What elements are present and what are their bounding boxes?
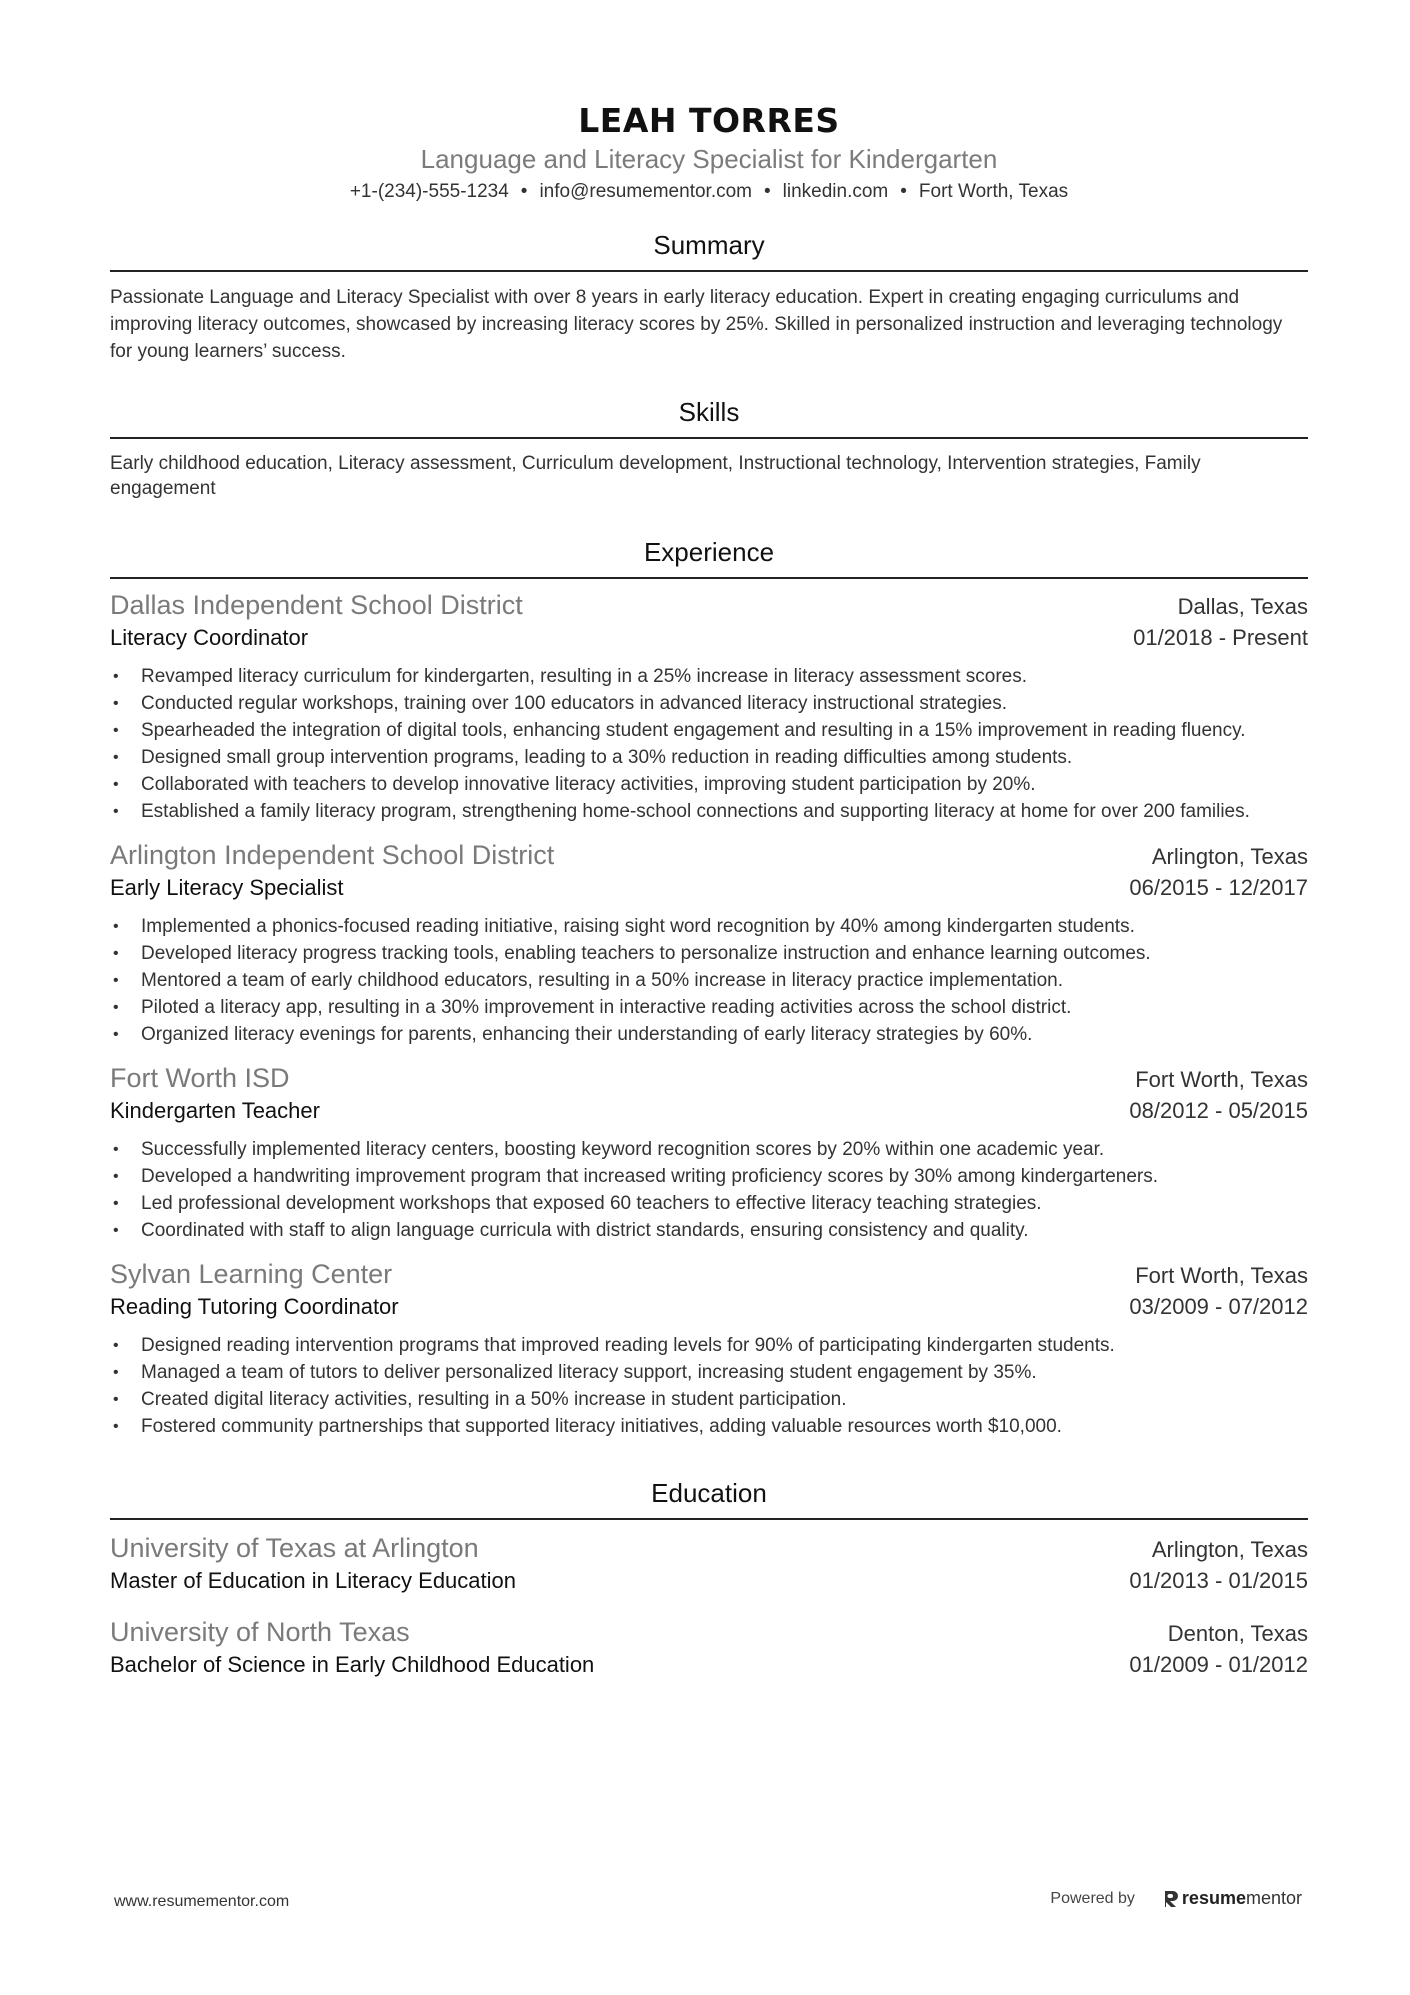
list-item: • Developed a handwriting improvement program that increased writing proficiency scores by 30% among kindergarteners. xyxy=(110,1163,1308,1190)
list-item: • Established a family literacy program, strengthening home-school connections and supporting literacy at home for over 200 families. xyxy=(110,798,1308,825)
list-item: • Collaborated with teachers to develop innovative literacy activities, improving student participation by 20%. xyxy=(110,771,1308,798)
job-title: Kindergarten Teacher xyxy=(110,1098,320,1123)
job-dates: 06/2015 - 12/2017 xyxy=(1129,875,1308,900)
education-subheader xyxy=(110,1566,1308,1596)
brand-name-light: mentor xyxy=(1245,1888,1302,1908)
list-item: • Revamped literacy curriculum for kindergarten, resulting in a 25% increase in literacy assessment scores. xyxy=(110,663,1308,690)
section-title-experience: Experience xyxy=(643,537,775,567)
job-subheader xyxy=(110,1292,1308,1322)
summary-section xyxy=(110,228,1308,365)
contact-linkedin[interactable]: linkedin.com xyxy=(782,181,889,202)
section-divider xyxy=(110,577,1308,579)
brand-name-bold: resume xyxy=(1181,1888,1246,1908)
skills-section xyxy=(110,395,1308,501)
school-name: University of Texas at Arlington xyxy=(110,1533,479,1563)
section-divider xyxy=(110,1518,1308,1520)
experience-section xyxy=(110,535,1308,1440)
section-divider xyxy=(110,270,1308,272)
contact-location: Fort Worth, Texas xyxy=(918,181,1069,202)
job-dates: 03/2009 - 07/2012 xyxy=(1129,1294,1308,1319)
list-item: • Designed reading intervention programs that improved reading levels for 90% of participating kindergarten students. xyxy=(110,1332,1308,1359)
list-item: • Developed literacy progress tracking tools, enabling teachers to personalize instruction and enhance learning outcomes. xyxy=(110,940,1308,967)
job-location: Fort Worth, Texas xyxy=(1135,1067,1308,1092)
list-item: • Managed a team of tutors to deliver personalized literacy support, increasing student engagement by 35%. xyxy=(110,1359,1308,1386)
degree-title: Master of Education in Literacy Education xyxy=(110,1568,517,1593)
list-item: • Organized literacy evenings for parents, enhancing their understanding of early literacy strategies by 60%. xyxy=(110,1021,1308,1048)
school-location: Arlington, Texas xyxy=(1151,1537,1308,1562)
education-dates: 01/2013 - 01/2015 xyxy=(1129,1568,1308,1593)
brand-logo[interactable] xyxy=(1163,1888,1302,1909)
skills-text: Early childhood education, Literacy assessment, Curriculum development, Instructional technology, Intervention strategies, Family engagement xyxy=(110,453,1201,499)
education-header xyxy=(110,1530,1308,1566)
education-section xyxy=(110,1476,1308,1680)
education-dates: 01/2009 - 01/2012 xyxy=(1129,1652,1308,1677)
job-header xyxy=(110,1256,1308,1292)
candidate-name: LEAH TORRES xyxy=(578,101,840,140)
section-divider xyxy=(110,437,1308,439)
job-entry xyxy=(110,1060,1308,1244)
summary-text: Passionate Language and Literacy Specialist with over 8 years in early literacy education. Expert in creating engaging curriculums and improving literacy outcomes, showcased by increasing literacy scores by 25%. Skilled in personalized instruction and leveraging technology for young learners’ success. xyxy=(110,287,1283,362)
job-organization: Sylvan Learning Center xyxy=(110,1259,393,1289)
contact-phone: +1-(234)-555-1234 xyxy=(349,181,509,202)
contact-line xyxy=(110,178,1308,206)
separator-dot: • xyxy=(900,181,907,202)
job-header xyxy=(110,587,1308,623)
job-subheader xyxy=(110,873,1308,903)
job-dates: 01/2018 - Present xyxy=(1133,625,1308,650)
job-title: Early Literacy Specialist xyxy=(110,875,344,900)
contact-email[interactable]: info@resumementor.com xyxy=(539,181,752,202)
list-item: • Created digital literacy activities, resulting in a 50% increase in student participation. xyxy=(110,1386,1308,1413)
job-subheader xyxy=(110,623,1308,653)
resume-page xyxy=(110,98,1308,1680)
job-entry xyxy=(110,1256,1308,1440)
job-entry xyxy=(110,837,1308,1048)
section-title-summary: Summary xyxy=(653,230,765,260)
list-item: • Fostered community partnerships that supported literacy initiatives, adding valuable resources worth $10,000. xyxy=(110,1413,1308,1440)
job-bullets xyxy=(110,663,1308,825)
school-location: Denton, Texas xyxy=(1167,1621,1308,1646)
degree-title: Bachelor of Science in Early Childhood Education xyxy=(110,1652,595,1677)
job-title: Literacy Coordinator xyxy=(110,625,309,650)
school-name: University of North Texas xyxy=(110,1617,410,1647)
candidate-headline: Language and Literacy Specialist for Kindergarten xyxy=(420,144,998,174)
list-item: • Conducted regular workshops, training over 100 educators in advanced literacy instructional strategies. xyxy=(110,690,1308,717)
list-item: • Mentored a team of early childhood educators, resulting in a 50% increase in literacy practice implementation. xyxy=(110,967,1308,994)
list-item: • Successfully implemented literacy centers, boosting keyword recognition scores by 20% within one academic year. xyxy=(110,1136,1308,1163)
section-title-education: Education xyxy=(651,1478,767,1508)
job-dates: 08/2012 - 05/2015 xyxy=(1129,1098,1308,1123)
job-bullets xyxy=(110,913,1308,1048)
job-location: Arlington, Texas xyxy=(1151,844,1308,869)
job-organization: Dallas Independent School District xyxy=(110,590,523,620)
separator-dot: • xyxy=(520,181,528,202)
list-item: • Implemented a phonics-focused reading initiative, raising sight word recognition by 40% among kindergarten students. xyxy=(110,913,1308,940)
job-bullets xyxy=(110,1136,1308,1244)
list-item: • Designed small group intervention programs, leading to a 30% reduction in reading difficulties among students. xyxy=(110,744,1308,771)
job-location: Dallas, Texas xyxy=(1177,594,1308,619)
list-item: • Piloted a literacy app, resulting in a 30% improvement in interactive reading activities across the school district. xyxy=(110,994,1308,1021)
job-location: Fort Worth, Texas xyxy=(1135,1263,1308,1288)
resumementor-logo-icon xyxy=(1163,1890,1179,1908)
list-item: • Spearheaded the integration of digital tools, enhancing student engagement and resulting in a 15% improvement in reading fluency. xyxy=(110,717,1308,744)
education-entry xyxy=(110,1614,1308,1680)
education-entry xyxy=(110,1530,1308,1596)
education-subheader xyxy=(110,1650,1308,1680)
job-organization: Fort Worth ISD xyxy=(110,1063,290,1093)
section-title-skills: Skills xyxy=(678,397,740,427)
education-header xyxy=(110,1614,1308,1650)
footer-branding xyxy=(1050,1888,1302,1909)
list-item: • Coordinated with staff to align language curricula with district standards, ensuring consistency and quality. xyxy=(110,1217,1308,1244)
job-organization: Arlington Independent School District xyxy=(110,840,555,870)
powered-by-label: Powered by xyxy=(1050,1889,1135,1907)
separator-dot: • xyxy=(764,181,771,202)
list-item: • Led professional development workshops that exposed 60 teachers to effective literacy teaching strategies. xyxy=(110,1190,1308,1217)
job-title: Reading Tutoring Coordinator xyxy=(110,1294,399,1319)
job-bullets xyxy=(110,1332,1308,1440)
job-header xyxy=(110,837,1308,873)
job-entry xyxy=(110,587,1308,825)
job-subheader xyxy=(110,1096,1308,1126)
footer-website-link[interactable]: www.resumementor.com xyxy=(114,1893,290,1910)
job-header xyxy=(110,1060,1308,1096)
